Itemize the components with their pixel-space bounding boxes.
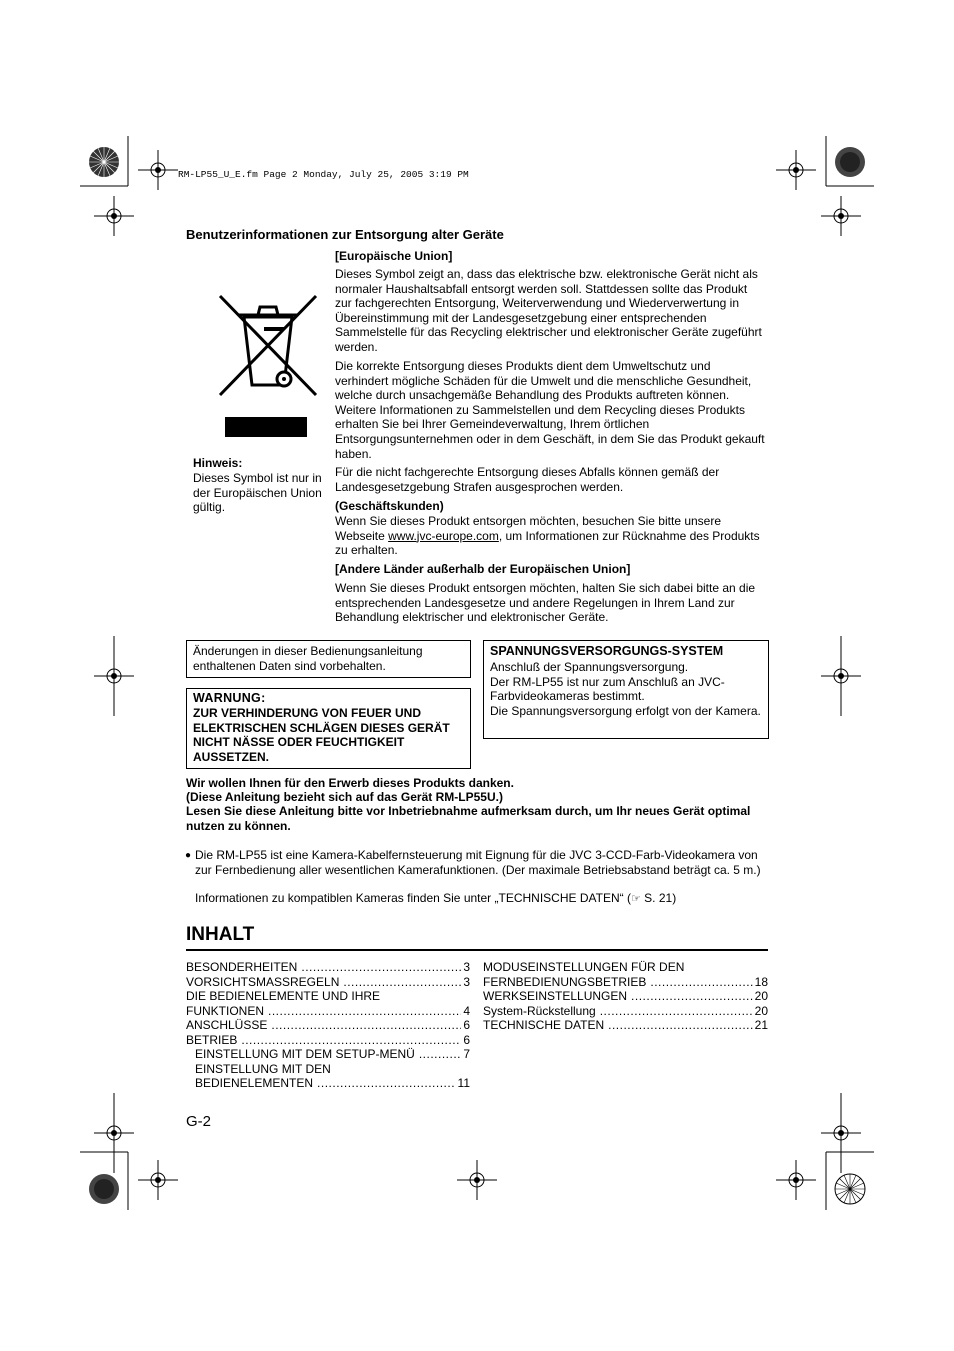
thanks-line-2: (Diese Anleitung bezieht sich auf das Gerät RM-LP55U.) bbox=[186, 790, 503, 804]
toc-page: 3 bbox=[463, 974, 470, 989]
toc-page: 11 bbox=[457, 1076, 470, 1090]
toc-entry[interactable] bbox=[195, 1076, 470, 1091]
bullet-text: Die RM-LP55 ist eine Kamera-Kabelfernsteuerung mit Eignung für die JVC 3-CCD-Farb-Videokamera von zur Fernbedienung aller wesentlichen Kamerafunktionen. (Der maximale Betriebsabstand beträgt ca. 5 m.) bbox=[195, 848, 761, 877]
toc-page: 6 bbox=[463, 1032, 470, 1047]
business-paragraph: Wenn Sie dieses Produkt entsorgen möchten, besuchen Sie bitte unsere Webseite www.jvc-europe.com, um Informationen zur Rücknahme des Produkts zu erhalten. bbox=[335, 514, 760, 558]
toc-leader bbox=[301, 960, 461, 975]
warning-heading: WARNUNG: bbox=[193, 691, 266, 705]
toc-label: MODUSEINSTELLUNGEN FÜR DEN bbox=[483, 960, 685, 974]
toc-entry[interactable] bbox=[186, 975, 470, 990]
warning-box bbox=[186, 688, 471, 769]
eu-paragraph-1: Dieses Symbol zeigt an, dass das elektrische bzw. elektronische Gerät nicht als normaler Haushaltsabfall entsorgt werden soll. Stattdessen sollte das Produkt zur fachgerechten Entsorgung, Weiterverwendung und Wiederverwertung in Übereinstimmung mit der Landesgesetzgebung einer entsprechenden Sammelstelle für das Recycling elektrischer und elektronischer Geräte zugeführt werden. bbox=[335, 267, 762, 354]
toc-entry[interactable] bbox=[483, 960, 768, 975]
toc-page: 4 bbox=[463, 1003, 470, 1018]
toc-label: VORSICHTSMASSREGELN bbox=[186, 974, 340, 989]
toc-entry[interactable] bbox=[483, 975, 768, 990]
toc-entry[interactable] bbox=[186, 989, 470, 1004]
symbol-bar bbox=[225, 417, 307, 437]
toc-label: BEDIENELEMENTEN bbox=[195, 1076, 314, 1090]
toc-label: EINSTELLUNG MIT DEN bbox=[195, 1061, 331, 1076]
toc-entry[interactable] bbox=[483, 989, 768, 1004]
toc-leader bbox=[608, 1018, 753, 1033]
toc-entry[interactable] bbox=[186, 1018, 470, 1033]
toc-label: BESONDERHEITEN bbox=[186, 960, 298, 974]
toc-label: System-Rückstellung bbox=[483, 1003, 596, 1018]
toc-leader bbox=[631, 989, 753, 1004]
business-heading: (Geschäftskunden) bbox=[335, 499, 444, 513]
changes-notice-box bbox=[186, 640, 471, 678]
changes-notice: Änderungen in dieser Bedienungsanleitung enthaltenen Daten sind vorbehalten. bbox=[193, 644, 423, 673]
eu-paragraph-3: Für die nicht fachgerechte Entsorgung dieses Abfalls können gemäß der Landesgesetzgebung Strafen ausgesprochen werden. bbox=[335, 465, 720, 494]
power-line-1: Anschluß der Spannungsversorgung. bbox=[490, 660, 689, 674]
eu-paragraph-2: Die korrekte Entsorgung dieses Produkts dient dem Umweltschutz und verhindert mögliche Schäden für die Umwelt und die menschliche Gesundheit, welche durch unsachgemäße Behandlung des Produkts auftreten können. Weitere Informationen zu Sammelstellen und dem Recycling dieses Produkts erhalten Sie bei Ihrer Gemeindeverwaltung, Ihrem örtlichen Entsorgungsunternehmen oder in dem Geschäft, in dem Sie das Produkt gekauft haben. bbox=[335, 359, 765, 461]
page-number: G-2 bbox=[186, 1113, 212, 1130]
other-countries-paragraph: Wenn Sie dieses Produkt entsorgen möchten, halten Sie sich dabei bitte an die entsprechenden Landesgesetze und andere Regelungen in Ihrem Land zur Behandlung elektrischer und elektronischer Geräte. bbox=[335, 581, 756, 625]
thanks-line-1: Wir wollen Ihnen für den Erwerb dieses Produkts danken. bbox=[186, 776, 514, 790]
file-header: RM-LP55_U_E.fm Page 2 Monday, July 25, 2005 3:19 PM bbox=[178, 169, 469, 180]
power-supply-box bbox=[483, 640, 769, 739]
bullet-icon: ● bbox=[185, 850, 192, 861]
toc-label: WERKSEINSTELLUNGEN bbox=[483, 989, 628, 1003]
warning-text: ZUR VERHINDERUNG VON FEUER UND ELEKTRISCHEN SCHLÄGEN DIESES GERÄT NICHT NÄSSE ODER FEUCHTIGKEIT AUSSETZEN. bbox=[193, 706, 450, 764]
note-text: Dieses Symbol ist nur in der Europäischen Union gültig. bbox=[193, 471, 322, 515]
toc-entry[interactable] bbox=[483, 1004, 768, 1019]
toc-entry[interactable] bbox=[195, 1047, 470, 1062]
other-countries-heading: [Andere Länder außerhalb der Europäischen Union] bbox=[335, 562, 631, 576]
toc-leader bbox=[271, 1018, 461, 1033]
note-heading: Hinweis: bbox=[193, 456, 243, 470]
toc-leader bbox=[600, 1004, 753, 1019]
toc-entry[interactable] bbox=[483, 1018, 768, 1033]
contents-title: INHALT bbox=[186, 924, 255, 945]
toc-entry[interactable] bbox=[186, 1004, 470, 1019]
toc-page: 21 bbox=[754, 1018, 768, 1032]
toc-page: 20 bbox=[754, 1003, 768, 1018]
bullet-info: Informationen zu kompatiblen Kameras finden Sie unter „TECHNISCHE DATEN“ (☞ S. 21) bbox=[195, 891, 677, 905]
thanks-line-3: Lesen Sie diese Anleitung bitte vor Inbetriebnahme aufmerksam durch, um Ihr neues Gerät optimal nutzen zu können. bbox=[186, 804, 751, 833]
toc-leader bbox=[317, 1076, 456, 1091]
contents-rule bbox=[186, 949, 768, 951]
pointing-hand-icon: ☞ bbox=[630, 893, 641, 905]
toc-entry[interactable] bbox=[195, 1062, 470, 1077]
toc-leader bbox=[650, 975, 752, 990]
toc-label: TECHNISCHE DATEN bbox=[483, 1018, 605, 1032]
power-heading: SPANNUNGSVERSORGUNGS-SYSTEM bbox=[490, 644, 724, 658]
toc-page: 7 bbox=[463, 1047, 470, 1061]
toc-leader bbox=[419, 1047, 462, 1062]
toc-label: EINSTELLUNG MIT DEM SETUP-MENÜ bbox=[195, 1047, 415, 1061]
toc-label: DIE BEDIENELEMENTE UND IHRE bbox=[186, 989, 381, 1003]
toc-entry[interactable] bbox=[186, 1033, 470, 1048]
crossed-out-bin-icon bbox=[218, 293, 318, 398]
disposal-title: Benutzerinformationen zur Entsorgung alter Geräte bbox=[186, 227, 504, 242]
toc-entry[interactable] bbox=[186, 960, 470, 975]
toc-page: 20 bbox=[754, 989, 768, 1003]
toc-leader bbox=[343, 975, 461, 990]
power-line-2: Der RM-LP55 ist nur zum Anschluß an JVC-Farbvideokameras bestimmt. bbox=[490, 674, 725, 704]
toc-label: ANSCHLÜSSE bbox=[186, 1018, 268, 1032]
toc-page: 6 bbox=[463, 1018, 470, 1032]
website-link[interactable]: www.jvc-europe.com bbox=[388, 528, 499, 543]
eu-heading: [Europäische Union] bbox=[335, 249, 453, 263]
toc-leader bbox=[268, 1004, 461, 1019]
toc-page: 3 bbox=[463, 960, 470, 974]
toc-page: 18 bbox=[754, 974, 768, 989]
toc-label: FUNKTIONEN bbox=[186, 1003, 264, 1018]
toc-label: BETRIEB bbox=[186, 1032, 238, 1047]
toc-leader bbox=[241, 1033, 461, 1048]
power-line-3: Die Spannungsversorgung erfolgt von der Kamera. bbox=[490, 703, 761, 718]
toc-label: FERNBEDIENUNGSBETRIEB bbox=[483, 974, 647, 989]
